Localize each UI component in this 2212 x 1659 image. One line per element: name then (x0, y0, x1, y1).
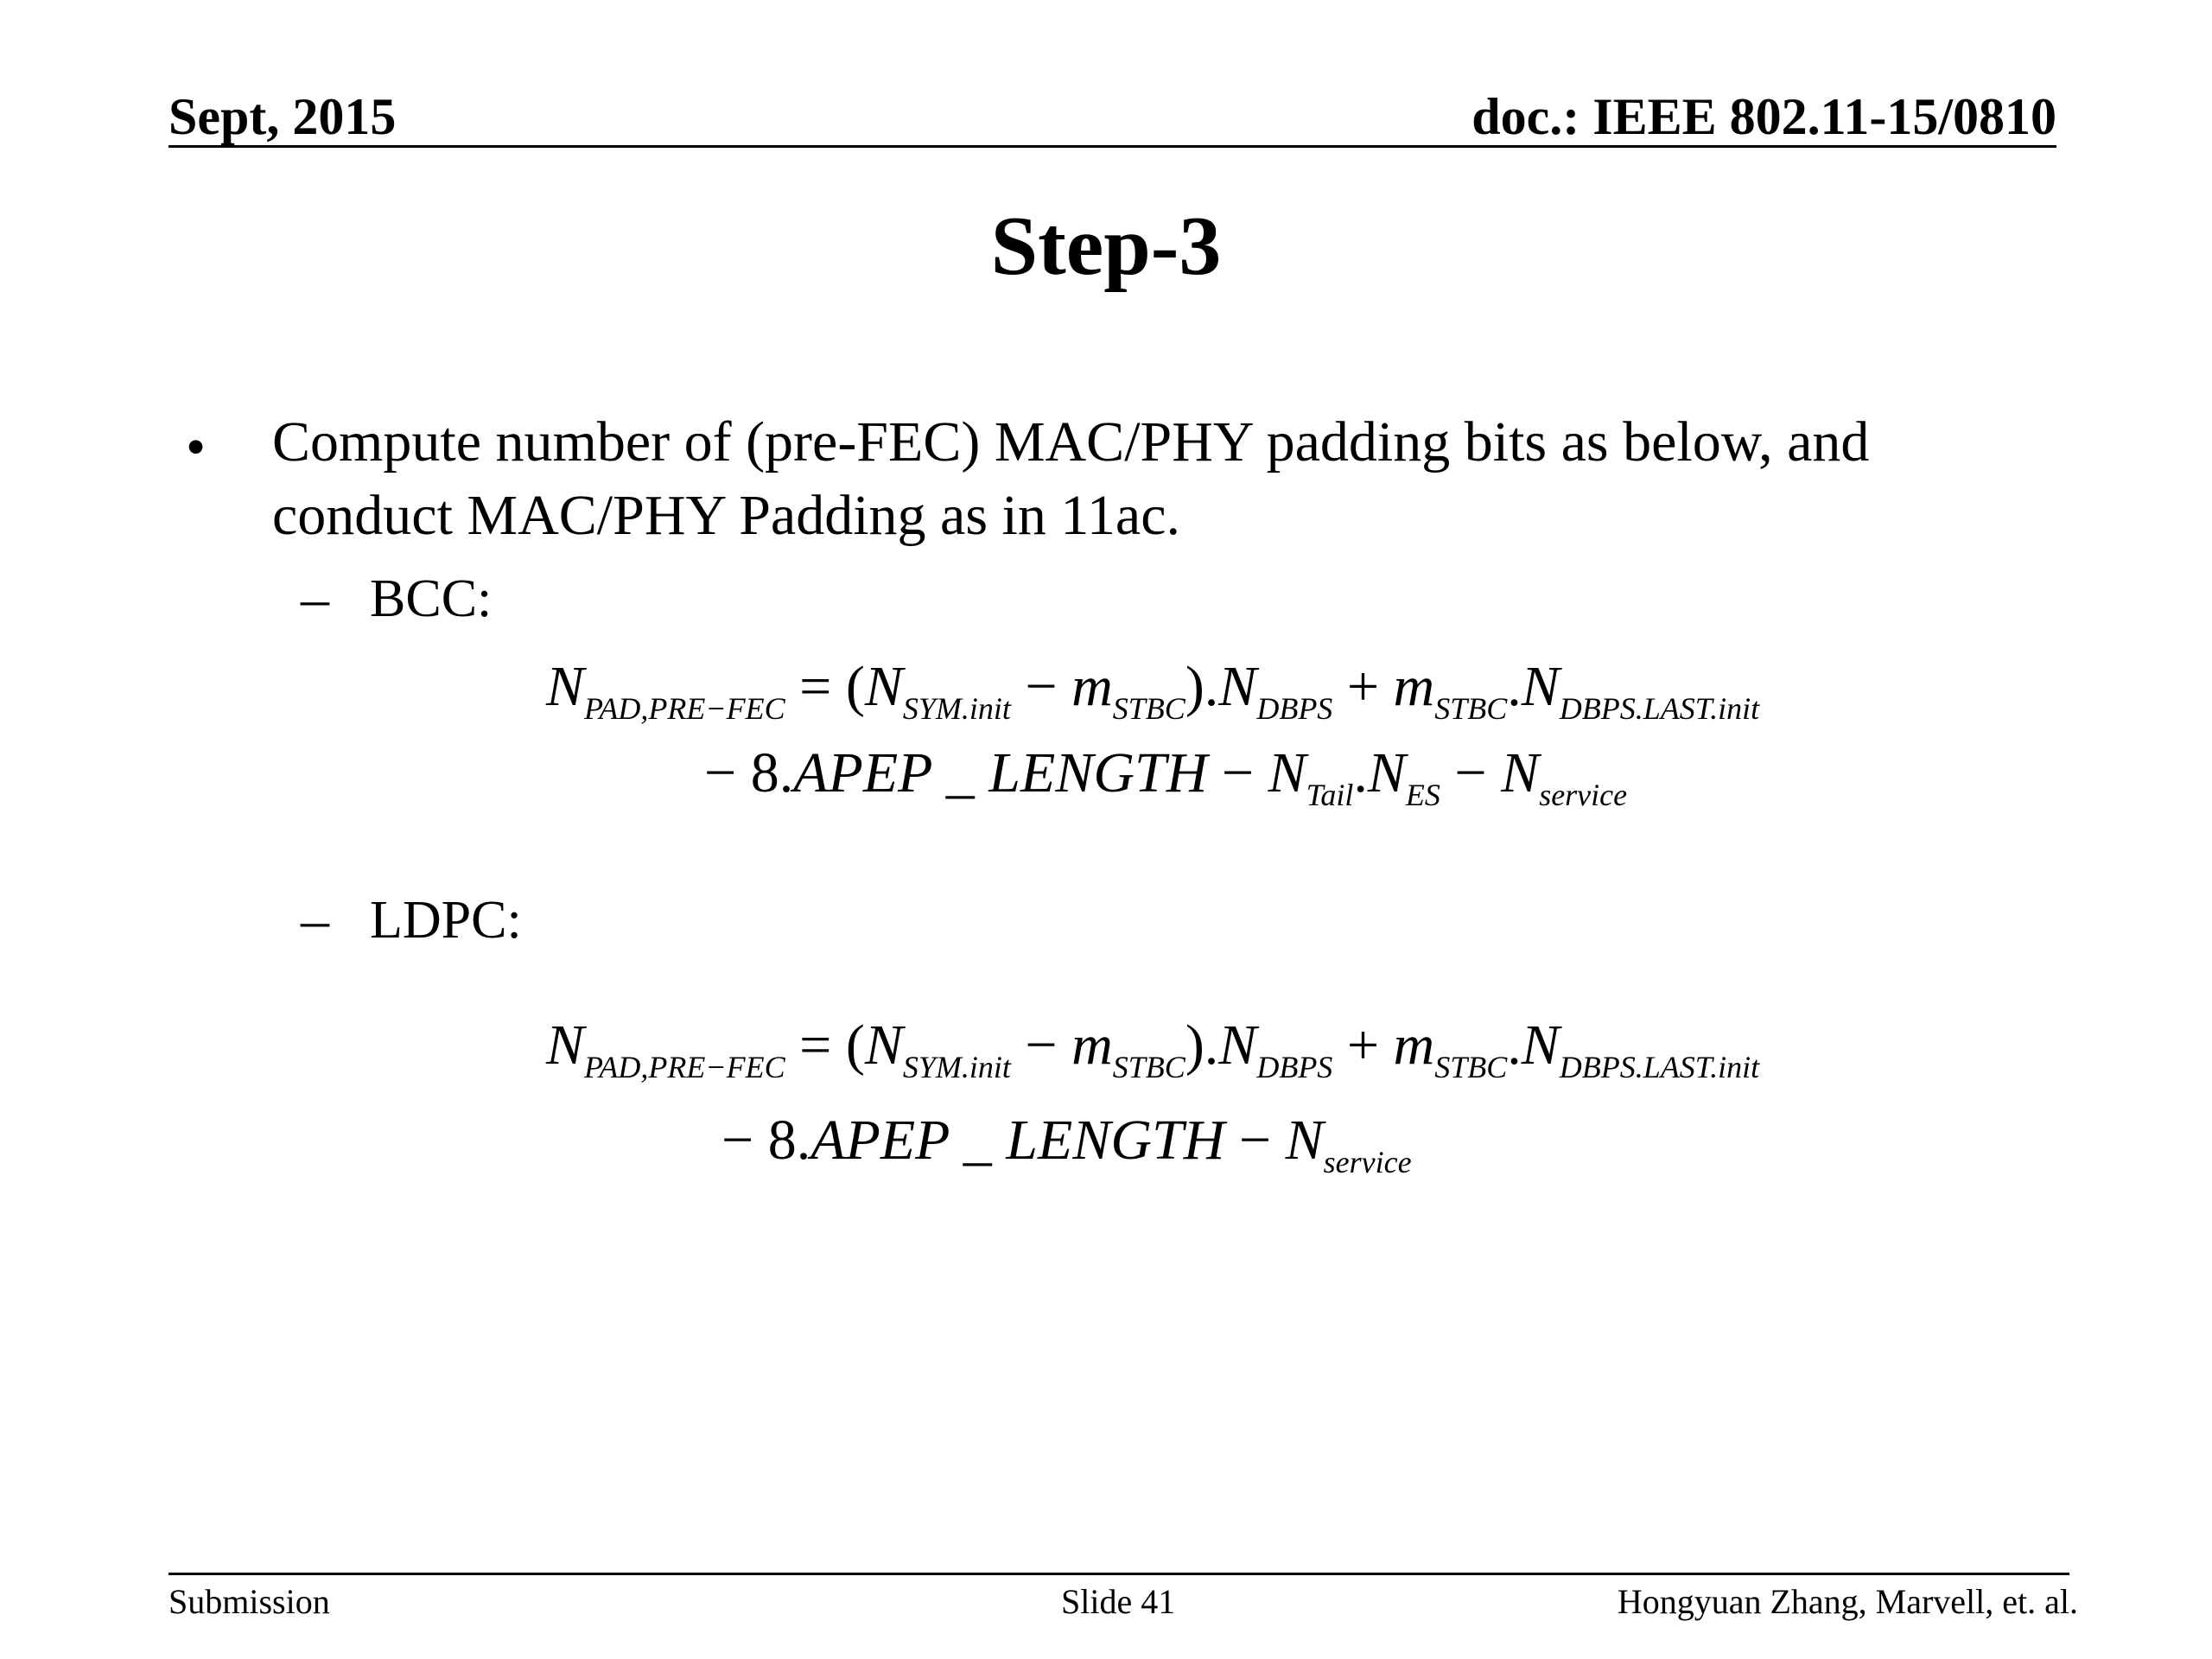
eq-operator: ). (1185, 1014, 1219, 1077)
eq-subscript: SYM.init (902, 691, 1011, 726)
eq-symbol: m (1071, 655, 1113, 718)
eq-subscript: DBPS (1256, 1050, 1333, 1084)
eq-symbol: m (1393, 655, 1435, 718)
eq-operator: − 8. (704, 741, 794, 804)
eq-subscript: SYM.init (902, 1050, 1011, 1084)
eq-symbol: N (1285, 1109, 1324, 1172)
eq-subscript: STBC (1112, 1050, 1185, 1084)
eq-operator: ). (1185, 655, 1219, 718)
eq-symbol: APEP _ LENGTH (793, 741, 1208, 804)
sub-item-bcc-marker: – (301, 567, 329, 630)
eq-symbol: N (1521, 1014, 1560, 1077)
eq-operator: . (1507, 655, 1522, 718)
eq-symbol: APEP _ LENGTH (810, 1109, 1225, 1172)
bcc-formula-line-1 (546, 652, 1760, 726)
bullet-text-line-2: conduct MAC/PHY Padding as in 11ac. (272, 484, 1181, 547)
eq-operator: − (1454, 741, 1487, 804)
eq-subscript: DBPS.LAST.init (1559, 691, 1760, 726)
eq-operator: − (1025, 655, 1058, 718)
ldpc-formula-line-2 (721, 1106, 1412, 1179)
eq-symbol: m (1071, 1014, 1113, 1077)
bullet-marker: • (186, 416, 207, 479)
eq-operator: − (1238, 1109, 1272, 1172)
eq-operator: = ( (799, 1014, 865, 1077)
eq-subscript: STBC (1434, 691, 1508, 726)
eq-symbol: N (1268, 741, 1306, 804)
eq-operator: . (1507, 1014, 1522, 1077)
footer-slide-number: Slide 41 (1061, 1582, 1176, 1621)
slide-title: Step-3 (990, 200, 1222, 293)
eq-subscript: PAD,PRE−FEC (584, 1050, 785, 1084)
eq-symbol: N (864, 655, 903, 718)
eq-symbol: N (864, 1014, 903, 1077)
footer-authors: Hongyuan Zhang, Marvell, et. al. (1617, 1582, 2078, 1621)
eq-symbol: N (1367, 741, 1406, 804)
eq-subscript: DBPS (1256, 691, 1333, 726)
header-doc-id: doc.: IEEE 802.11-15/0810 (1471, 88, 2056, 145)
footer-submission: Submission (168, 1582, 330, 1621)
sub-item-ldpc-label: LDPC: (370, 891, 522, 950)
footer-rule (168, 1573, 2069, 1575)
eq-operator: − (1025, 1014, 1058, 1077)
ldpc-formula-line-1 (546, 1011, 1760, 1084)
eq-subscript: STBC (1434, 1050, 1508, 1084)
eq-operator: + (1346, 1014, 1380, 1077)
sub-item-ldpc-marker: – (301, 888, 329, 951)
header-rule (168, 145, 2056, 148)
eq-symbol: N (1218, 655, 1257, 718)
eq-operator: − 8. (721, 1109, 811, 1172)
eq-symbol: N (1218, 1014, 1257, 1077)
bullet-text-line-1: Compute number of (pre-FEC) MAC/PHY padding bits as below, and (272, 410, 1870, 474)
eq-operator: = ( (799, 655, 865, 718)
eq-subscript: PAD,PRE−FEC (584, 691, 785, 726)
eq-symbol: m (1393, 1014, 1435, 1077)
eq-subscript: ES (1405, 778, 1440, 812)
eq-subscript: DBPS.LAST.init (1559, 1050, 1760, 1084)
eq-operator: + (1346, 655, 1380, 718)
eq-symbol: N (546, 655, 585, 718)
eq-subscript: Tail (1306, 778, 1354, 812)
eq-subscript: service (1323, 1145, 1412, 1179)
eq-operator: − (1221, 741, 1255, 804)
bcc-formula-line-2 (704, 739, 1628, 812)
eq-subscript: STBC (1112, 691, 1185, 726)
eq-symbol: N (1501, 741, 1540, 804)
header-date: Sept, 2015 (168, 88, 397, 145)
eq-symbol: N (546, 1014, 585, 1077)
eq-subscript: service (1539, 778, 1628, 812)
sub-item-bcc-label: BCC: (370, 569, 493, 628)
eq-operator: . (1353, 741, 1368, 804)
eq-symbol: N (1521, 655, 1560, 718)
